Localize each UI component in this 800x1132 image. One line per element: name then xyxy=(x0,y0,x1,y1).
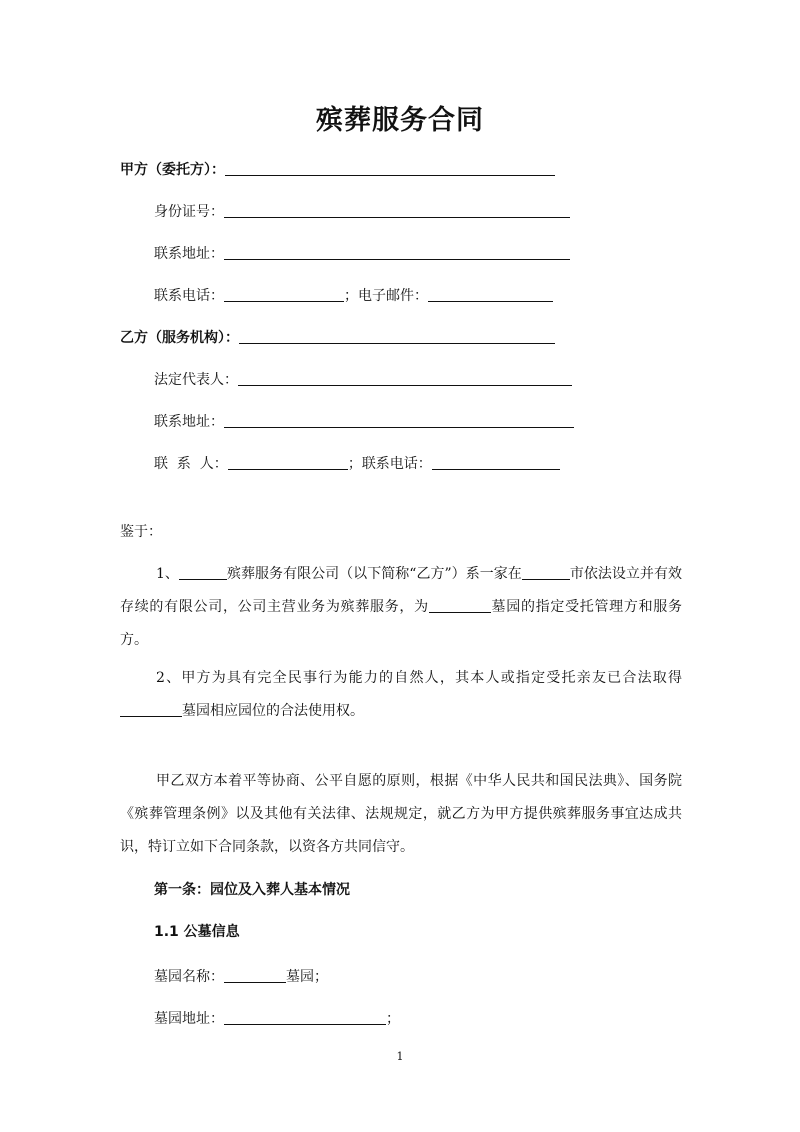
party-a-separator: ； xyxy=(344,288,358,304)
section-1-1-heading: 1.1 公墓信息 xyxy=(154,924,240,940)
item1-cemetery-blank xyxy=(429,596,491,613)
cemetery-name-row xyxy=(154,964,328,984)
party-a-address-row xyxy=(154,241,570,261)
item1-city-blank xyxy=(522,563,570,580)
party-b-contact-blank xyxy=(228,453,348,470)
cemetery-address-blank xyxy=(224,1008,386,1025)
cemetery-name-label: 墓园名称： xyxy=(154,969,224,985)
party-a-address-blank xyxy=(224,243,570,260)
party-b-contact-row xyxy=(154,451,560,471)
party-a-id-blank xyxy=(224,201,570,218)
item2-cemetery-blank xyxy=(120,700,182,717)
party-a-row xyxy=(120,157,555,177)
party-a-address-label: 联系地址： xyxy=(154,246,224,262)
whereas-heading: 鉴于： xyxy=(120,524,162,540)
party-a-blank xyxy=(225,159,555,176)
party-b-row xyxy=(120,325,555,345)
item1-number: 1、 xyxy=(156,566,179,582)
document-title: 殡葬服务合同 xyxy=(316,105,484,136)
article-1-heading: 第一条：园位及入葬人基本情况 xyxy=(154,882,350,898)
party-b-blank xyxy=(239,327,555,344)
party-b-rep-label: 法定代表人： xyxy=(154,372,238,388)
party-b-rep-blank xyxy=(238,369,572,386)
party-b-address-row xyxy=(154,409,574,429)
party-a-email-label: 电子邮件： xyxy=(358,288,428,304)
item1-text-b: 市依法设立并有效存续的有限公司，公司主营业务为殡葬服务，为 xyxy=(120,566,682,615)
party-a-id-label: 身份证号： xyxy=(154,204,224,220)
party-a-phone-label: 联系电话： xyxy=(154,288,224,304)
item1-text-c: 墓园的指定受托管理方和服务方。 xyxy=(120,599,683,648)
whereas-item-1 xyxy=(120,558,682,657)
cemetery-name-suffix: 墓园； xyxy=(286,969,328,985)
cemetery-address-label: 墓园地址： xyxy=(154,1011,224,1027)
whereas-item-2 xyxy=(120,662,682,728)
party-b-label: 乙方（服务机构）： xyxy=(120,330,239,346)
party-b-contact-label: 联 系 人： xyxy=(154,456,228,472)
party-b-address-blank xyxy=(224,411,574,428)
item2-text-a: 2、甲方为具有完全民事行为能力的自然人，其本人或指定受托亲友已合法取得 xyxy=(156,670,682,686)
page-number: 1 xyxy=(396,1050,404,1063)
party-b-phone-blank xyxy=(432,453,560,470)
party-b-phone-label: 联系电话： xyxy=(361,456,432,472)
party-b-address-label: 联系地址： xyxy=(154,414,224,430)
intro-paragraph xyxy=(120,765,682,864)
intro-text: 甲乙双方本着平等协商、公平自愿的原则，根据《中华人民共和国民法典》、国务院《殡葬管理条例》以及其他有关法律、法规规定，就乙方为甲方提供殡葬服务事宜达成共识，特订立如下合同条款，以资各方共同信守。 xyxy=(120,773,682,855)
cemetery-name-blank xyxy=(224,966,286,983)
item1-company-blank xyxy=(179,563,227,580)
cemetery-address-row xyxy=(154,1006,400,1026)
item1-text-a: 殡葬服务有限公司（以下简称“乙方”）系一家在 xyxy=(226,566,522,582)
party-a-label: 甲方（委托方）： xyxy=(120,162,225,178)
party-b-separator: ； xyxy=(347,456,362,472)
party-a-id-row xyxy=(154,199,570,219)
item2-text-b: 墓园相应园位的合法使用权。 xyxy=(182,703,364,719)
cemetery-address-suffix: ； xyxy=(386,1011,400,1027)
party-a-email-blank xyxy=(428,285,553,302)
party-a-phone-blank xyxy=(224,285,344,302)
party-a-contact-row xyxy=(154,283,553,303)
party-b-rep-row xyxy=(154,367,572,387)
